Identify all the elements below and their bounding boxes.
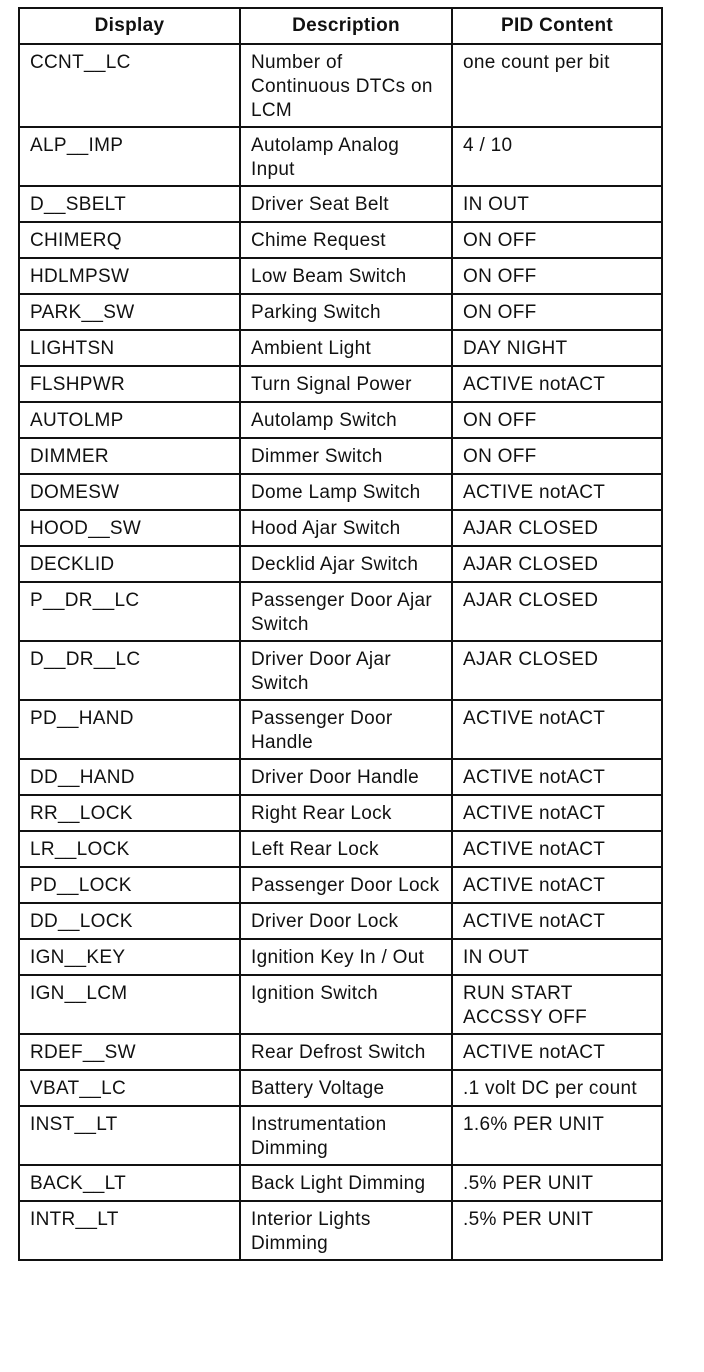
cell-display: DECKLID	[19, 546, 240, 582]
cell-pid-content: DAY NIGHT	[452, 330, 662, 366]
table-body	[19, 44, 662, 1260]
cell-description: Turn Signal Power	[240, 366, 452, 402]
header-pid-content: PID Content	[452, 8, 662, 44]
cell-description: Right Rear Lock	[240, 795, 452, 831]
cell-display: IGN__KEY	[19, 939, 240, 975]
cell-pid-content: one count per bit	[452, 44, 662, 127]
cell-display: CCNT__LC	[19, 44, 240, 127]
cell-description: Ignition Key In / Out	[240, 939, 452, 975]
cell-pid-content: AJAR CLOSED	[452, 510, 662, 546]
cell-description: Dome Lamp Switch	[240, 474, 452, 510]
cell-display: CHIMERQ	[19, 222, 240, 258]
cell-pid-content: AJAR CLOSED	[452, 641, 662, 700]
table-row	[19, 186, 662, 222]
cell-display: PARK__SW	[19, 294, 240, 330]
cell-pid-content: ON OFF	[452, 258, 662, 294]
pid-table-container	[18, 7, 661, 1261]
cell-description: Driver Door Lock	[240, 903, 452, 939]
table-row	[19, 582, 662, 641]
cell-description: Low Beam Switch	[240, 258, 452, 294]
table-row	[19, 402, 662, 438]
cell-description: Instrumentation Dimming	[240, 1106, 452, 1165]
cell-description: Autolamp Analog Input	[240, 127, 452, 186]
table-row	[19, 1201, 662, 1260]
cell-display: D__SBELT	[19, 186, 240, 222]
cell-display: HOOD__SW	[19, 510, 240, 546]
table-row	[19, 510, 662, 546]
cell-description: Ambient Light	[240, 330, 452, 366]
cell-display: PD__HAND	[19, 700, 240, 759]
table-row	[19, 44, 662, 127]
cell-pid-content: 1.6% PER UNIT	[452, 1106, 662, 1165]
table-row	[19, 975, 662, 1034]
table-row	[19, 330, 662, 366]
cell-description: Driver Door Ajar Switch	[240, 641, 452, 700]
table-row	[19, 700, 662, 759]
cell-display: DD__LOCK	[19, 903, 240, 939]
table-row	[19, 294, 662, 330]
cell-description: Passenger Door Ajar Switch	[240, 582, 452, 641]
cell-display: DD__HAND	[19, 759, 240, 795]
cell-description: Dimmer Switch	[240, 438, 452, 474]
table-row	[19, 546, 662, 582]
cell-display: DIMMER	[19, 438, 240, 474]
cell-pid-content: ON OFF	[452, 222, 662, 258]
cell-pid-content: ACTIVE notACT	[452, 366, 662, 402]
cell-display: FLSHPWR	[19, 366, 240, 402]
cell-description: Passenger Door Handle	[240, 700, 452, 759]
cell-pid-content: .5% PER UNIT	[452, 1201, 662, 1260]
table-row	[19, 1165, 662, 1201]
cell-display: AUTOLMP	[19, 402, 240, 438]
header-description: Description	[240, 8, 452, 44]
cell-description: Chime Request	[240, 222, 452, 258]
table-row	[19, 222, 662, 258]
cell-description: Autolamp Switch	[240, 402, 452, 438]
cell-pid-content: IN OUT	[452, 939, 662, 975]
table-row	[19, 867, 662, 903]
cell-pid-content: ACTIVE notACT	[452, 700, 662, 759]
cell-pid-content: RUN START ACCSSY OFF	[452, 975, 662, 1034]
cell-display: INST__LT	[19, 1106, 240, 1165]
cell-display: ALP__IMP	[19, 127, 240, 186]
cell-description: Battery Voltage	[240, 1070, 452, 1106]
cell-pid-content: ACTIVE notACT	[452, 831, 662, 867]
cell-pid-content: .1 volt DC per count	[452, 1070, 662, 1106]
cell-description: Interior Lights Dimming	[240, 1201, 452, 1260]
cell-description: Left Rear Lock	[240, 831, 452, 867]
table-header	[19, 8, 662, 44]
table-row	[19, 438, 662, 474]
cell-display: LIGHTSN	[19, 330, 240, 366]
table-row	[19, 795, 662, 831]
cell-display: INTR__LT	[19, 1201, 240, 1260]
cell-display: DOMESW	[19, 474, 240, 510]
cell-pid-content: ACTIVE notACT	[452, 1034, 662, 1070]
cell-pid-content: .5% PER UNIT	[452, 1165, 662, 1201]
table-row	[19, 641, 662, 700]
cell-pid-content: ACTIVE notACT	[452, 903, 662, 939]
table-row	[19, 258, 662, 294]
cell-pid-content: 4 / 10	[452, 127, 662, 186]
cell-pid-content: IN OUT	[452, 186, 662, 222]
cell-pid-content: ACTIVE notACT	[452, 759, 662, 795]
cell-description: Passenger Door Lock	[240, 867, 452, 903]
cell-description: Back Light Dimming	[240, 1165, 452, 1201]
cell-display: BACK__LT	[19, 1165, 240, 1201]
table-row	[19, 759, 662, 795]
cell-pid-content: AJAR CLOSED	[452, 582, 662, 641]
cell-pid-content: ON OFF	[452, 402, 662, 438]
cell-pid-content: ACTIVE notACT	[452, 795, 662, 831]
cell-description: Parking Switch	[240, 294, 452, 330]
cell-display: IGN__LCM	[19, 975, 240, 1034]
cell-description: Decklid Ajar Switch	[240, 546, 452, 582]
table-row	[19, 1106, 662, 1165]
cell-pid-content: AJAR CLOSED	[452, 546, 662, 582]
table-row	[19, 474, 662, 510]
cell-description: Driver Seat Belt	[240, 186, 452, 222]
table-row	[19, 1070, 662, 1106]
table-row	[19, 903, 662, 939]
cell-display: LR__LOCK	[19, 831, 240, 867]
table-row	[19, 831, 662, 867]
cell-display: HDLMPSW	[19, 258, 240, 294]
cell-description: Hood Ajar Switch	[240, 510, 452, 546]
cell-display: D__DR__LC	[19, 641, 240, 700]
header-display: Display	[19, 8, 240, 44]
cell-description: Number of Continuous DTCs on LCM	[240, 44, 452, 127]
header-row	[19, 8, 662, 44]
cell-display: RR__LOCK	[19, 795, 240, 831]
cell-display: RDEF__SW	[19, 1034, 240, 1070]
pid-table	[18, 7, 663, 1261]
cell-description: Driver Door Handle	[240, 759, 452, 795]
cell-pid-content: ACTIVE notACT	[452, 474, 662, 510]
table-row	[19, 127, 662, 186]
cell-display: P__DR__LC	[19, 582, 240, 641]
cell-display: VBAT__LC	[19, 1070, 240, 1106]
cell-pid-content: ON OFF	[452, 438, 662, 474]
table-row	[19, 366, 662, 402]
table-row	[19, 1034, 662, 1070]
cell-description: Ignition Switch	[240, 975, 452, 1034]
cell-description: Rear Defrost Switch	[240, 1034, 452, 1070]
cell-display: PD__LOCK	[19, 867, 240, 903]
cell-pid-content: ON OFF	[452, 294, 662, 330]
cell-pid-content: ACTIVE notACT	[452, 867, 662, 903]
table-row	[19, 939, 662, 975]
